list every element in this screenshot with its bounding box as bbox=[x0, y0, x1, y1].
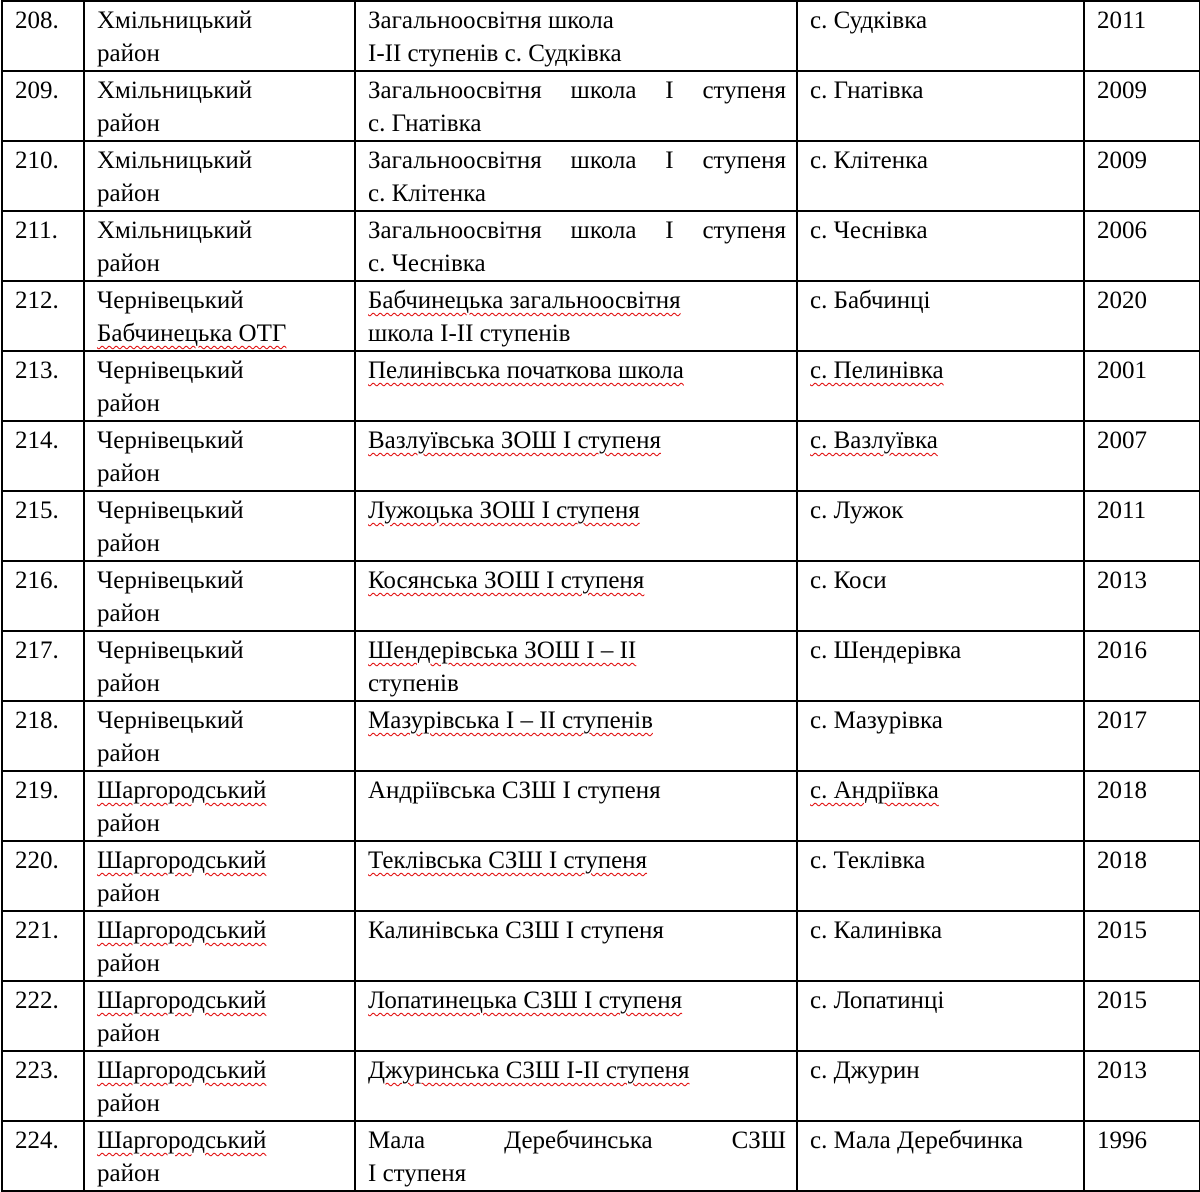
row-number: 217. bbox=[2, 631, 84, 701]
district-line: Шаргородський bbox=[97, 1057, 267, 1084]
year-cell: 2015 bbox=[1084, 981, 1200, 1051]
table-row bbox=[2, 1121, 1200, 1191]
district-line: Шаргородський bbox=[97, 1127, 267, 1154]
table-body bbox=[2, 1, 1200, 1191]
table-row bbox=[2, 421, 1200, 491]
year-cell: 2011 bbox=[1084, 1, 1200, 71]
district-line: район bbox=[97, 880, 160, 907]
village-cell: с. Шендерівка bbox=[797, 631, 1084, 701]
village-cell: с. Лужок bbox=[797, 491, 1084, 561]
village-name: с. Пелинівка bbox=[810, 357, 944, 384]
school-name-line: Джуринська СЗШ І-ІІ ступеня bbox=[368, 1057, 690, 1084]
year-cell: 2011 bbox=[1084, 491, 1200, 561]
year-cell: 2013 bbox=[1084, 1051, 1200, 1121]
district-line: Чернівецький bbox=[97, 497, 244, 524]
year-cell: 2020 bbox=[1084, 281, 1200, 351]
district-cell bbox=[84, 561, 355, 631]
district-cell bbox=[84, 981, 355, 1051]
village-cell bbox=[797, 351, 1084, 421]
school-name-cell bbox=[355, 1051, 797, 1121]
year-cell: 2007 bbox=[1084, 421, 1200, 491]
table-row bbox=[2, 841, 1200, 911]
table-row bbox=[2, 701, 1200, 771]
year-cell: 2018 bbox=[1084, 771, 1200, 841]
table-row bbox=[2, 981, 1200, 1051]
village-cell: с. Клітенка bbox=[797, 141, 1084, 211]
village-cell: с. Гнатівка bbox=[797, 71, 1084, 141]
table-row bbox=[2, 561, 1200, 631]
row-number: 220. bbox=[2, 841, 84, 911]
row-number: 222. bbox=[2, 981, 84, 1051]
row-number: 208. bbox=[2, 1, 84, 71]
district-cell bbox=[84, 491, 355, 561]
district-line: Шаргородський bbox=[97, 917, 267, 944]
district-line: Шаргородський bbox=[97, 847, 267, 874]
district-line: район bbox=[97, 740, 160, 767]
village-name: с. Андріївка bbox=[810, 777, 939, 804]
year-cell: 2017 bbox=[1084, 701, 1200, 771]
school-name-line: Андріївська СЗШ І ступеня bbox=[368, 777, 661, 804]
table-row bbox=[2, 1051, 1200, 1121]
school-name-line: Загальноосвітня школа bbox=[368, 7, 614, 34]
district-line: Шаргородський bbox=[97, 987, 267, 1014]
village-cell: с. Коси bbox=[797, 561, 1084, 631]
school-name-cell bbox=[355, 281, 797, 351]
row-number: 223. bbox=[2, 1051, 84, 1121]
school-name-cell bbox=[355, 491, 797, 561]
row-number: 218. bbox=[2, 701, 84, 771]
school-name-line: ступенів bbox=[368, 670, 459, 697]
row-number: 212. bbox=[2, 281, 84, 351]
district-cell bbox=[84, 421, 355, 491]
school-name-line: Лопатинецька СЗШ І ступеня bbox=[368, 987, 683, 1014]
school-name-cell bbox=[355, 771, 797, 841]
table-row bbox=[2, 491, 1200, 561]
school-name-cell bbox=[355, 981, 797, 1051]
village-cell: с. Бабчинці bbox=[797, 281, 1084, 351]
school-name-cell bbox=[355, 911, 797, 981]
school-name-line: І ступеня bbox=[368, 1160, 467, 1187]
year-cell: 2015 bbox=[1084, 911, 1200, 981]
district-cell bbox=[84, 1, 355, 71]
school-name-cell bbox=[355, 351, 797, 421]
district-line: Шаргородський bbox=[97, 777, 267, 804]
row-number: 211. bbox=[2, 211, 84, 281]
district-line: район bbox=[97, 1020, 160, 1047]
school-name-line: с. Чеснівка bbox=[368, 250, 486, 277]
village-cell bbox=[797, 421, 1084, 491]
district-line: район bbox=[97, 40, 160, 67]
village-name: с. Вазлуївка bbox=[810, 427, 938, 454]
row-number: 210. bbox=[2, 141, 84, 211]
school-name-line: Шендерівська ЗОШ І – ІІ bbox=[368, 637, 637, 664]
district-cell bbox=[84, 1121, 355, 1191]
school-name-cell bbox=[355, 701, 797, 771]
school-name-line: Загальноосвітня школа І ступеня bbox=[368, 147, 786, 174]
row-number: 213. bbox=[2, 351, 84, 421]
school-name-line: Вазлуївська ЗОШ І ступеня bbox=[368, 427, 662, 454]
row-number: 219. bbox=[2, 771, 84, 841]
district-line: район bbox=[97, 600, 160, 627]
table-row bbox=[2, 141, 1200, 211]
district-cell bbox=[84, 841, 355, 911]
school-name-line: Мала Деребчинська СЗШ bbox=[368, 1127, 786, 1154]
year-cell: 2018 bbox=[1084, 841, 1200, 911]
village-cell: с. Чеснівка bbox=[797, 211, 1084, 281]
village-cell: с. Судківка bbox=[797, 1, 1084, 71]
school-name-line: Пелинівська початкова школа bbox=[368, 357, 684, 384]
table-row bbox=[2, 631, 1200, 701]
district-cell bbox=[84, 211, 355, 281]
village-cell: с. Джурин bbox=[797, 1051, 1084, 1121]
village-cell: с. Лопатинці bbox=[797, 981, 1084, 1051]
district-line: район bbox=[97, 110, 160, 137]
district-line: Бабчинецька ОТГ bbox=[97, 320, 287, 347]
village-cell: с. Мазурівка bbox=[797, 701, 1084, 771]
district-line: Хмільницький bbox=[97, 217, 253, 244]
district-line: Чернівецький bbox=[97, 427, 244, 454]
school-name-line: Загальноосвітня школа І ступеня bbox=[368, 77, 786, 104]
district-line: район bbox=[97, 180, 160, 207]
district-line: район bbox=[97, 250, 160, 277]
district-line: район bbox=[97, 1090, 160, 1117]
district-line: Хмільницький bbox=[97, 7, 253, 34]
schools-table bbox=[1, 0, 1200, 1192]
year-cell: 2006 bbox=[1084, 211, 1200, 281]
district-cell bbox=[84, 281, 355, 351]
district-cell bbox=[84, 1051, 355, 1121]
school-name-line: Бабчинецька загальноосвітня bbox=[368, 287, 681, 314]
school-name-cell bbox=[355, 421, 797, 491]
row-number: 216. bbox=[2, 561, 84, 631]
school-name-cell bbox=[355, 841, 797, 911]
row-number: 221. bbox=[2, 911, 84, 981]
district-cell bbox=[84, 71, 355, 141]
table-row bbox=[2, 71, 1200, 141]
table-row bbox=[2, 1, 1200, 71]
village-cell: с. Мала Деребчинка bbox=[797, 1121, 1084, 1191]
school-name-line: с. Клітенка bbox=[368, 180, 486, 207]
school-name-line: Загальноосвітня школа І ступеня bbox=[368, 217, 786, 244]
table-row bbox=[2, 211, 1200, 281]
school-name-cell bbox=[355, 1121, 797, 1191]
district-line: Чернівецький bbox=[97, 567, 244, 594]
district-line: Чернівецький bbox=[97, 287, 244, 314]
school-name-line: с. Гнатівка bbox=[368, 110, 482, 137]
district-line: район bbox=[97, 670, 160, 697]
school-name-line: Лужоцька ЗОШ І ступеня bbox=[368, 497, 640, 524]
district-line: район bbox=[97, 810, 160, 837]
year-cell: 2016 bbox=[1084, 631, 1200, 701]
district-line: Чернівецький bbox=[97, 707, 244, 734]
district-cell bbox=[84, 631, 355, 701]
school-name-line: І-ІІ ступенів с. Судківка bbox=[368, 40, 622, 67]
year-cell: 1996 bbox=[1084, 1121, 1200, 1191]
district-line: район bbox=[97, 1160, 160, 1187]
school-name-line: школа І-ІІ ступенів bbox=[368, 320, 571, 347]
district-line: район bbox=[97, 390, 160, 417]
school-name-cell bbox=[355, 631, 797, 701]
row-number: 224. bbox=[2, 1121, 84, 1191]
school-name-cell bbox=[355, 1, 797, 71]
district-cell bbox=[84, 351, 355, 421]
district-cell bbox=[84, 141, 355, 211]
village-cell: с. Калинівка bbox=[797, 911, 1084, 981]
district-line: Хмільницький bbox=[97, 147, 253, 174]
table-row bbox=[2, 351, 1200, 421]
year-cell: 2001 bbox=[1084, 351, 1200, 421]
district-line: район bbox=[97, 950, 160, 977]
table-row bbox=[2, 911, 1200, 981]
table-row bbox=[2, 771, 1200, 841]
school-name-line: Калинівська СЗШ І ступеня bbox=[368, 917, 664, 944]
village-cell bbox=[797, 771, 1084, 841]
district-cell bbox=[84, 771, 355, 841]
school-name-line: Косянська ЗОШ І ступеня bbox=[368, 567, 645, 594]
district-line: Хмільницький bbox=[97, 77, 253, 104]
school-name-cell bbox=[355, 141, 797, 211]
school-name-cell bbox=[355, 561, 797, 631]
district-line: район bbox=[97, 530, 160, 557]
school-name-cell bbox=[355, 71, 797, 141]
row-number: 209. bbox=[2, 71, 84, 141]
row-number: 214. bbox=[2, 421, 84, 491]
district-line: Чернівецький bbox=[97, 637, 244, 664]
year-cell: 2013 bbox=[1084, 561, 1200, 631]
district-cell bbox=[84, 911, 355, 981]
row-number: 215. bbox=[2, 491, 84, 561]
school-name-line: Теклівська СЗШ І ступеня bbox=[368, 847, 648, 874]
year-cell: 2009 bbox=[1084, 141, 1200, 211]
year-cell: 2009 bbox=[1084, 71, 1200, 141]
table-row bbox=[2, 281, 1200, 351]
village-cell: с. Теклівка bbox=[797, 841, 1084, 911]
school-name-cell bbox=[355, 211, 797, 281]
district-line: район bbox=[97, 460, 160, 487]
district-cell bbox=[84, 701, 355, 771]
school-name-line: Мазурівська І – ІІ ступенів bbox=[368, 707, 653, 734]
district-line: Чернівецький bbox=[97, 357, 244, 384]
